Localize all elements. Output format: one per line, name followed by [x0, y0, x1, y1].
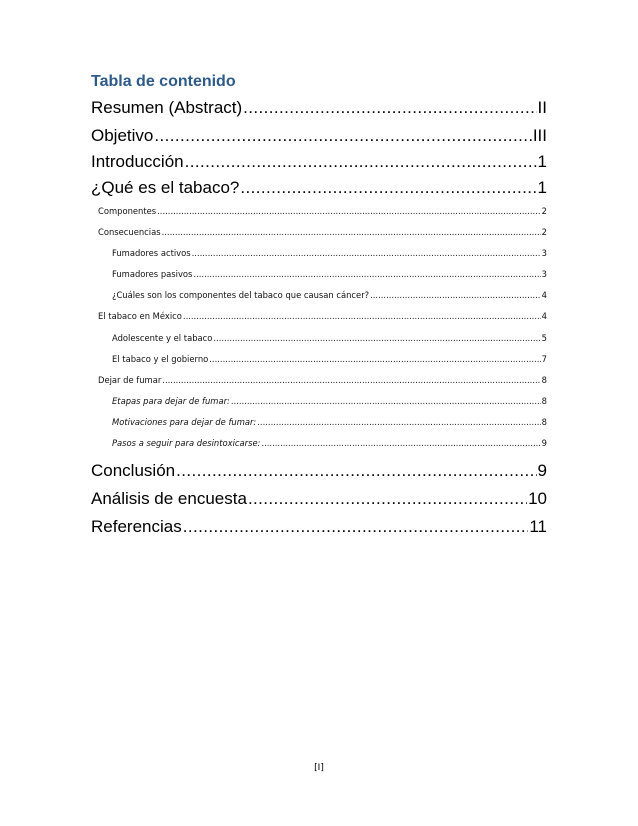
- toc-entry[interactable]: [91, 125, 547, 147]
- toc-dot-leader: [162, 226, 541, 238]
- toc-entry-page-number: 10: [528, 489, 547, 508]
- toc-entry-page-number: 9: [541, 438, 547, 448]
- toc-entry-label: Pasos a seguir para desintoxicarse:: [112, 438, 261, 448]
- toc-entry-label: Introducción: [91, 152, 184, 171]
- toc-title: Tabla de contenido: [91, 73, 236, 90]
- toc-entry[interactable]: [91, 460, 547, 482]
- toc-entry[interactable]: [91, 151, 547, 173]
- toc-entry-label: Conclusión: [91, 461, 176, 480]
- toc-entry-label: Análisis de encuesta: [91, 489, 247, 508]
- toc-entry-label: Motivaciones para dejar de fumar:: [112, 417, 257, 427]
- toc-dot-leader: [209, 353, 540, 365]
- toc-entry-label: El tabaco y el gobierno: [112, 354, 209, 364]
- toc-entry-page-number: 8: [541, 375, 547, 385]
- toc-entry-label: Resumen (Abstract): [91, 98, 243, 117]
- toc-dot-leader: [192, 247, 541, 259]
- toc-entry-page-number: 2: [541, 206, 547, 216]
- toc-entry[interactable]: [91, 97, 547, 119]
- toc-dot-leader: [183, 516, 529, 538]
- toc-entry[interactable]: [91, 516, 547, 538]
- toc-entry-page-number: III: [532, 126, 547, 145]
- toc-dot-leader: [213, 332, 540, 344]
- toc-entry-page-number: II: [537, 98, 547, 117]
- toc-dot-leader: [154, 125, 531, 147]
- toc-entry-page-number: 7: [541, 354, 547, 364]
- toc-dot-leader: [240, 177, 536, 199]
- toc-entry-page-number: 1: [537, 152, 547, 171]
- toc-entry[interactable]: [98, 310, 547, 322]
- toc-dot-leader: [231, 395, 541, 407]
- toc-dot-leader: [243, 97, 536, 119]
- toc-entry-page-number: 9: [537, 461, 547, 480]
- toc-dot-leader: [185, 151, 537, 173]
- toc-entry-page-number: 8: [541, 417, 547, 427]
- toc-entry-label: Componentes: [98, 206, 157, 216]
- toc-entry[interactable]: [112, 395, 547, 407]
- toc-entry-page-number: 3: [541, 248, 547, 258]
- toc-dot-leader: [193, 268, 540, 280]
- toc-entry[interactable]: [112, 353, 547, 365]
- toc-dot-leader: [162, 374, 540, 386]
- toc-entry-label: Etapas para dejar de fumar:: [112, 396, 230, 406]
- toc-entry-label: ¿Cuáles son los componentes del tabaco que causan cáncer?: [112, 290, 370, 300]
- toc-dot-leader: [157, 205, 541, 217]
- toc-entry[interactable]: [112, 247, 547, 259]
- toc-entry-label: Adolescente y el tabaco: [112, 333, 213, 343]
- toc-entry[interactable]: [112, 437, 547, 449]
- toc-entry-page-number: 8: [541, 396, 547, 406]
- toc-entry-label: ¿Qué es el tabaco?: [91, 178, 240, 197]
- toc-dot-leader: [261, 437, 540, 449]
- toc-entry[interactable]: [91, 177, 547, 199]
- toc-entry-label: Fumadores pasivos: [112, 269, 193, 279]
- toc-dot-leader: [248, 488, 527, 510]
- toc-entry[interactable]: [112, 332, 547, 344]
- toc-entry[interactable]: [112, 268, 547, 280]
- toc-dot-leader: [257, 416, 540, 428]
- toc-entry[interactable]: [112, 289, 547, 301]
- toc-entry-page-number: 11: [529, 517, 547, 536]
- toc-entry-page-number: 4: [541, 311, 547, 321]
- toc-entry[interactable]: [112, 416, 547, 428]
- toc-dot-leader: [183, 310, 541, 322]
- toc-entry-label: Fumadores activos: [112, 248, 191, 258]
- toc-entry-page-number: 4: [541, 290, 547, 300]
- toc-entry-label: Objetivo: [91, 126, 154, 145]
- toc-entry-label: Consecuencias: [98, 227, 161, 237]
- toc-entry-page-number: 1: [537, 178, 547, 197]
- toc-entry-page-number: 5: [541, 333, 547, 343]
- toc-dot-leader: [370, 289, 541, 301]
- toc-entry-page-number: 3: [541, 269, 547, 279]
- toc-entry[interactable]: [98, 226, 547, 238]
- toc-entry-label: El tabaco en México: [98, 311, 182, 321]
- toc-entry[interactable]: [98, 374, 547, 386]
- toc-entry-page-number: 2: [541, 227, 547, 237]
- toc-entry[interactable]: [98, 205, 547, 217]
- toc-entry-label: Dejar de fumar: [98, 375, 162, 385]
- toc-dot-leader: [176, 460, 536, 482]
- page-number-footer: [I]: [314, 763, 324, 773]
- toc-entry[interactable]: [91, 488, 547, 510]
- toc-entry-label: Referencias: [91, 517, 182, 536]
